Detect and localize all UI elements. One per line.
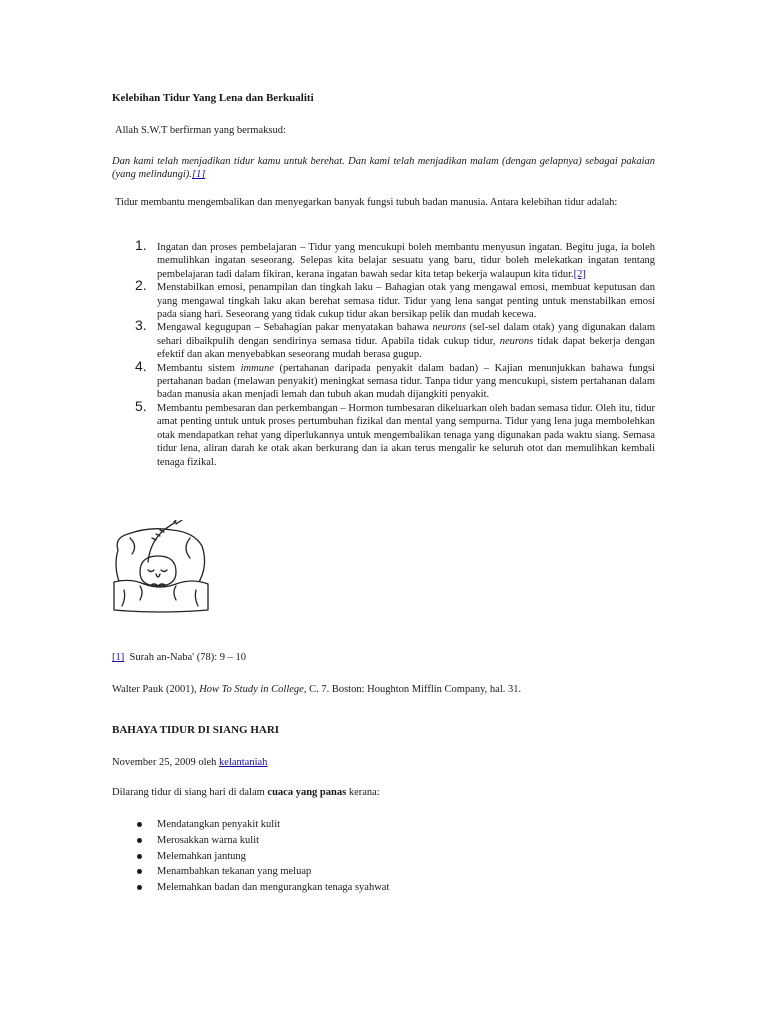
bullet-icon bbox=[137, 854, 142, 859]
list-item bbox=[135, 817, 535, 833]
sleeping-person-illustration bbox=[110, 520, 210, 615]
item-text: Menstabilkan emosi, penampilan dan tingkah laku – Bahagian otak yang mengawal emosi, membuat keputusan dan yang mengawal tingkah laku akan berehat semasa tidur. Tidur yang lena sangat penting untuk menstabilkan emosi pada siang hari. Seseorang yang tidak cukup tidur akan bersikap pelik dan mudah kecewa. bbox=[157, 282, 655, 321]
bullet-text: Melemahkan jantung bbox=[157, 850, 246, 862]
quote-text: Dan kami telah menjadikan tidur kamu untuk berehat. Dan kami telah menjadikan malam (dengan gelapnya) sebagai pakaian (yang melindungi). bbox=[112, 156, 655, 181]
section-title-kelebihan-tidur: Kelebihan Tidur Yang Lena dan Berkualiti bbox=[112, 92, 314, 104]
author-link[interactable]: kelantaniah bbox=[219, 757, 268, 768]
item-emphasis: neurons bbox=[432, 322, 466, 334]
footnote-2-text: Walter Pauk (2001), bbox=[112, 684, 200, 695]
item-emphasis: immune bbox=[240, 362, 274, 374]
warning-intro-end: kerana: bbox=[346, 787, 380, 798]
footnote-backlink-1[interactable]: [1] bbox=[112, 652, 125, 663]
item-number: 5. bbox=[135, 397, 147, 414]
intro-line: Allah S.W.T berfirman yang bermaksud: bbox=[115, 125, 286, 136]
footnote-link-2[interactable]: [2] bbox=[573, 268, 586, 280]
list-item bbox=[135, 237, 655, 281]
dangers-list bbox=[135, 817, 535, 896]
benefits-list bbox=[135, 237, 656, 469]
item-number: 2. bbox=[135, 277, 147, 294]
bullet-text: Mendatangkan penyakit kulit bbox=[157, 819, 281, 830]
list-item bbox=[135, 357, 655, 402]
item-text-part: tidak dapat bekerja dengan efektif dan akan menyebabkan seseorang mudah berasa gugup. bbox=[157, 335, 656, 361]
item-number: 4. bbox=[135, 357, 147, 374]
post-date: November 25, 2009 bbox=[112, 757, 196, 768]
footnote-link-1[interactable]: [1] bbox=[191, 169, 206, 181]
item-text-part: (pertahanan daripada penyakit dalam badan) – Kajian menunjukkan bahawa fungsi pertahanan badan (melawan penyakit) meningkat semasa tidur. Tanpa tidur yang mencukupi, sistem pertahanan dalam badan manusia akan menjadi lemah dan tubuh akan mudah dijangkiti penyakit. bbox=[157, 362, 655, 401]
item-emphasis: neurons bbox=[499, 335, 534, 347]
list-item bbox=[135, 317, 656, 361]
list-item bbox=[135, 833, 535, 849]
bullet-icon bbox=[137, 885, 142, 890]
bullet-text: Merosakkan warna kulit bbox=[157, 834, 260, 846]
bullet-icon bbox=[137, 822, 142, 827]
footnote-1-text: Surah an-Naba' (78): 9 – 10 bbox=[129, 652, 246, 663]
benefits-intro-paragraph: Tidur membantu mengembalikan dan menyegarkan banyak fungsi tubuh badan manusia. Antara kelebihan tidur adalah: bbox=[115, 197, 618, 208]
item-number: 3. bbox=[135, 317, 147, 334]
list-item bbox=[135, 849, 535, 865]
bullet-icon bbox=[137, 869, 142, 874]
quote-paragraph bbox=[112, 155, 655, 182]
list-item bbox=[135, 864, 535, 880]
item-text-part: Mengawal kegugupan – Sebahagian pakar menyatakan bahawa bbox=[157, 322, 433, 334]
item-text-part: (sel-sel dalam otak) yang digunakan dalam sehari dibaikpulih dengan sendirinya semasa tidur. Apabila tidak cukup tidur, bbox=[157, 322, 655, 347]
warning-intro-text: Dilarang tidur di siang hari di dalam bbox=[112, 787, 268, 798]
list-item bbox=[135, 397, 655, 469]
item-text: Ingatan dan proses pembelajaran – Tidur yang mencukupi boleh membantu menyusun ingatan. Begitu juga, ia boleh memulihkan ingatan seseorang. Selepas kita belajar sesuatu yang baru, tidur boleh melekatkan ingatan tentang pembelajaran tadi dalam fikiran, kerana ingatan bawah sedar kita tetap bekerja walaupun kita tidur. bbox=[157, 242, 655, 280]
list-item bbox=[135, 277, 655, 321]
bullet-text: Menambahkan tekanan yang meluap bbox=[157, 866, 312, 878]
warning-intro-bold: cuaca yang panas bbox=[267, 787, 347, 798]
post-meta bbox=[112, 756, 267, 769]
list-item bbox=[135, 880, 535, 896]
bullet-icon bbox=[137, 838, 142, 843]
footnote-2-text-end: , C. 7. Boston: Houghton Mifflin Company, hal. 31. bbox=[303, 684, 522, 695]
post-by: oleh bbox=[198, 757, 217, 768]
footnote-1 bbox=[112, 651, 246, 664]
footnote-2-book-title: How To Study in College bbox=[199, 684, 304, 695]
item-text: Membantu pembesaran dan perkembangan – Hormon tumbesaran dikeluarkan oleh badan semasa tidur. Oleh itu, tidur amat penting untuk untuk proses pertumbuhan fizikal dan mental yang sempurna. Tidur yang lena juga membolehkan otak mendapatkan rehat yang diperlukannya untuk mengembalikan tenaga yang digunakan pada waktu siang. Semasa tidur lena, aliran darah ke otak akan berkurang dan ia akan terus mengalir ke seluruh otot dan memulihkan kembali tenaga fizikal. bbox=[157, 402, 655, 468]
item-number: 1. bbox=[135, 237, 147, 253]
item-text-part: Membantu sistem bbox=[157, 362, 241, 374]
bullet-text: Melemahkan badan dan mengurangkan tenaga syahwat bbox=[157, 882, 390, 894]
footnote-2 bbox=[112, 683, 521, 696]
section-title-bahaya-tidur: BAHAYA TIDUR DI SIANG HARI bbox=[112, 724, 280, 736]
warning-intro bbox=[112, 786, 380, 799]
